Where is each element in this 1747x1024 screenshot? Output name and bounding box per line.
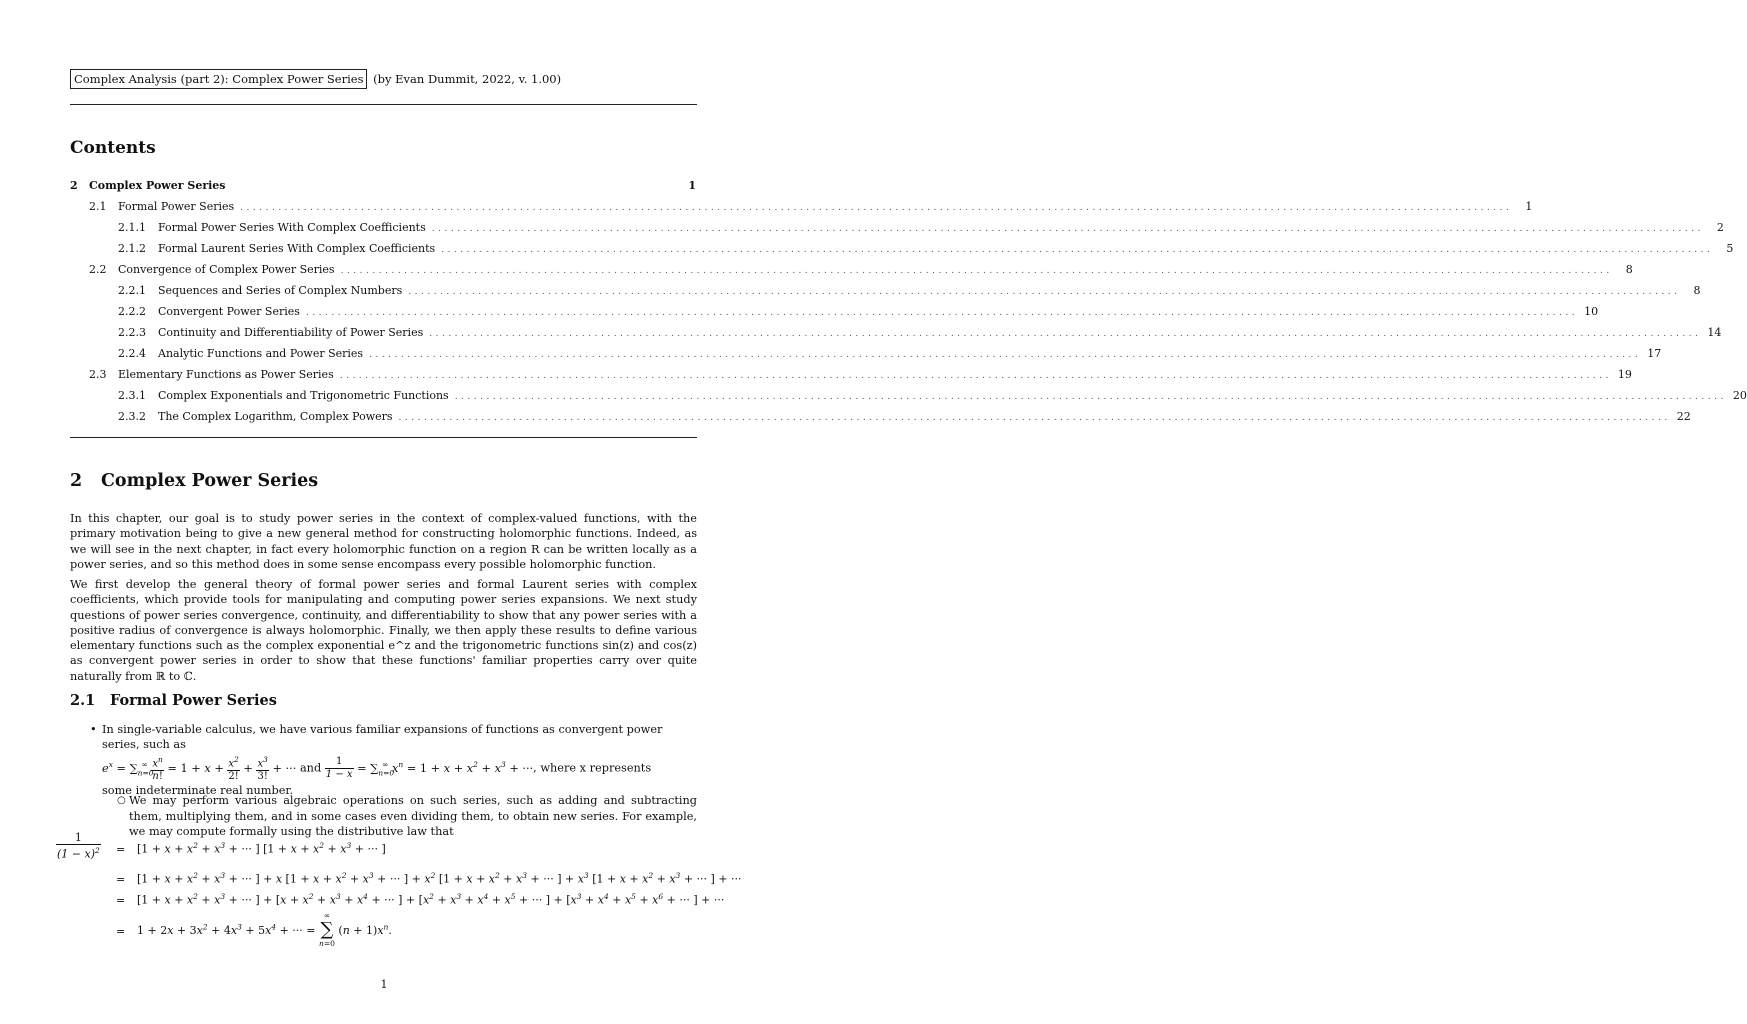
toc-section-entry[interactable] bbox=[89, 261, 1633, 279]
contents-rule bbox=[70, 437, 697, 438]
subsection-number: 2.1 bbox=[70, 692, 96, 709]
toc-entry-page: 5 bbox=[1726, 242, 1734, 255]
toc-entry-page: 10 bbox=[1584, 305, 1599, 318]
toc-leader-dots: ........................................................................................................................................................................................................ bbox=[408, 287, 1681, 297]
toc-leader-dots: ........................................................................................................................................................................................................ bbox=[305, 308, 1579, 318]
toc-entry-title: Complex Exponentials and Trigonometric Functions bbox=[158, 389, 449, 402]
subsection-title: Formal Power Series bbox=[110, 692, 277, 709]
section-number: 2 bbox=[70, 471, 83, 491]
toc-leader-dots: ........................................................................................................................................................................................................ bbox=[240, 203, 1513, 213]
toc-entry-title: Sequences and Series of Complex Numbers bbox=[158, 284, 403, 297]
toc-entry-page: 14 bbox=[1707, 326, 1722, 339]
equation-line-4: $1 + 2x + 3x^2 + 4x^3 + 5x^4$ + ··· = ∞ ∑ n=0 $(n + 1)x^n$. bbox=[137, 911, 392, 948]
toc-entry-title: The Complex Logarithm, Complex Powers bbox=[158, 410, 393, 423]
toc-entry-title: Convergence of Complex Power Series bbox=[118, 263, 335, 276]
toc-subsection-entry[interactable] bbox=[118, 240, 1734, 258]
toc-subsection-entry[interactable] bbox=[118, 219, 1724, 237]
document-header bbox=[70, 72, 561, 86]
toc-entry-number: 2.1 bbox=[89, 200, 107, 213]
toc-leader-dots: ........................................................................................................................................................................................................ bbox=[398, 413, 1671, 423]
equation-line-2: [$1 + x + x^2 + x^3$ + ··· ] + x [$1 + x + x^2 + x^3$ + ··· ] + $x^2$ [$1 + x + x^2 + x^3$ + ··· ] + $x^3$ [$1 + x + x^2 + x^3$ + ··· ] + ··· bbox=[137, 871, 742, 886]
toc-entry-number: 2.3.1 bbox=[118, 389, 146, 402]
toc-leader-dots: ........................................................................................................................................................................................................ bbox=[369, 350, 1642, 360]
toc-leader-dots: ........................................................................................................................................................................................................ bbox=[340, 266, 1613, 276]
toc-leader-dots: ........................................................................................................................................................................................................ bbox=[431, 224, 1704, 234]
section-title: Complex Power Series bbox=[101, 471, 319, 491]
intro-paragraph: In this chapter, our goal is to study power series in the context of complex-valued functions, with the primary motivation being to give a new general method for constructing holomorphic functions. Indeed, as we will see in the next chapter, in fact every holomorphic function on a region R can be written locally as a power series, and so this method does in some sense encompass every possible holomorphic function. bbox=[70, 512, 697, 571]
toc-entry-page: 2 bbox=[1716, 221, 1724, 234]
equation-lhs: $\frac{1}{(1 - x)^2}$ bbox=[57, 831, 100, 861]
toc-entry-number: 2.2.1 bbox=[118, 284, 146, 297]
sub-bullet-text: We may perform various algebraic operations on such series, such as adding and subtracting them, multiplying them, and in some cases even dividing them, to obtain new series. For example, we may compute formally using the distributive law that bbox=[129, 794, 697, 838]
toc-section-entry[interactable] bbox=[89, 366, 1632, 384]
equation-line-1: [$1 + x + x^2 + x^3$ + ··· ] [$1 + x + x^2 + x^3$ + ··· ] bbox=[137, 841, 386, 856]
toc-chapter-entry[interactable] bbox=[70, 177, 696, 195]
toc-entry-page: 19 bbox=[1617, 368, 1632, 381]
toc-leader-dots: ........................................................................................................................................................................................................ bbox=[429, 329, 1702, 339]
equals-sign: = bbox=[116, 843, 126, 856]
toc-entry-number: 2.3.2 bbox=[118, 410, 146, 423]
toc-entry-page: 17 bbox=[1647, 347, 1662, 360]
toc-entry-page: 1 bbox=[688, 179, 696, 192]
exp-series-formula: $e^x = \sum_{n=0}^\infty$ $\frac{x^n}{n!}$ = 1 + x + $\frac{x^2}{2!}$ + $\frac{x^3}{3!}$ + ··· bbox=[102, 755, 297, 783]
toc-subsection-entry[interactable] bbox=[118, 345, 1662, 363]
toc-entry-title: Convergent Power Series bbox=[158, 305, 300, 318]
sub-bullet-mark: ○ bbox=[117, 795, 126, 806]
equals-sign: = bbox=[116, 894, 126, 907]
bullet-end-text: some indeterminate real number. bbox=[102, 784, 294, 798]
toc-entry-number: 2.1.2 bbox=[118, 242, 146, 255]
series-examples bbox=[102, 754, 697, 783]
header-rule bbox=[70, 104, 697, 105]
toc-entry-page: 1 bbox=[1525, 200, 1533, 213]
toc-entry-title: Formal Power Series With Complex Coefficients bbox=[158, 221, 426, 234]
overview-paragraph: We first develop the general theory of formal power series and formal Laurent series with complex coefficients, which provide tools for manipulating and computing power series expansions. We next study questions of power series convergence, continuity, and differentiability to show that any power series with a positive radius of convergence is always holomorphic. Finally, we then apply these results to define various elementary functions such as the complex exponential e^z and the trigonometric functions sin(z) and cos(z) as convergent power series in order to show that these functions' familiar properties carry over quite naturally from ℝ to ℂ. bbox=[70, 578, 697, 683]
toc-entry-title: Elementary Functions as Power Series bbox=[118, 368, 334, 381]
toc-leader-dots: ........................................................................................................................................................................................................ bbox=[454, 392, 1727, 402]
geometric-series-formula: $\frac{1}{1 - x}$ = $\sum_{n=0}^\infty$ $x^n = 1 + x + x^2 + x^3$ + ··· bbox=[325, 756, 534, 781]
toc-entry-title: Formal Laurent Series With Complex Coefficients bbox=[158, 242, 436, 255]
toc-leader-dots: ........................................................................................................................................................................................................ bbox=[441, 245, 1714, 255]
document-title-box: Complex Analysis (part 2): Complex Power Series bbox=[70, 69, 367, 89]
toc-subsection-entry[interactable] bbox=[118, 324, 1722, 342]
section-heading bbox=[70, 471, 318, 491]
toc-entry-title: Continuity and Differentiability of Power Series bbox=[158, 326, 424, 339]
toc-subsection-entry[interactable] bbox=[118, 408, 1691, 426]
toc-leader-dots: ........................................................................................................................................................................................................ bbox=[339, 371, 1612, 381]
equals-sign: = bbox=[116, 873, 126, 886]
toc-entry-number: 2.3 bbox=[89, 368, 107, 381]
toc-entry-number: 2.2 bbox=[89, 263, 107, 276]
toc-entry-page: 8 bbox=[1625, 263, 1633, 276]
author-credit: (by Evan Dummit, 2022, v. 1.00) bbox=[373, 72, 562, 86]
toc-entry-page: 22 bbox=[1676, 410, 1691, 423]
contents-heading: Contents bbox=[70, 138, 156, 158]
toc-section-entry[interactable] bbox=[89, 198, 1533, 216]
toc-entry-title: Analytic Functions and Power Series bbox=[158, 347, 364, 360]
toc-entry-title: Formal Power Series bbox=[118, 200, 235, 213]
page-number: 1 bbox=[380, 978, 388, 991]
equals-sign: = bbox=[116, 925, 126, 938]
bullet-mark: • bbox=[90, 723, 97, 736]
toc-subsection-entry[interactable] bbox=[118, 282, 1701, 300]
equation-line-3: [$1 + x + x^2 + x^3$ + ··· ] + [$x + x^2 + x^3 + x^4$ + ··· ] + [$x^2 + x^3 + x^4 + x^5$ + ··· ] + [$x^3 + x^4 + x^5 + x^6$ + ··· ] + ··· bbox=[137, 892, 725, 907]
toc-subsection-entry[interactable] bbox=[118, 303, 1599, 321]
toc-entry-number: 2.2.3 bbox=[118, 326, 146, 339]
bullet-where-text: , where x represents bbox=[533, 761, 652, 775]
subsection-heading bbox=[70, 692, 277, 709]
toc-entry-number: 2 bbox=[70, 179, 78, 192]
toc-entry-number: 2.2.2 bbox=[118, 305, 146, 318]
toc-entry-page: 8 bbox=[1693, 284, 1701, 297]
toc-entry-number: 2.2.4 bbox=[118, 347, 146, 360]
bullet-and-text: and bbox=[299, 761, 322, 775]
toc-subsection-entry[interactable] bbox=[118, 387, 1747, 405]
toc-entry-number: 2.1.1 bbox=[118, 221, 146, 234]
toc-entry-title: Complex Power Series bbox=[89, 179, 226, 192]
bullet-intro-text: In single-variable calculus, we have various familiar expansions of functions as convergent power series, such as bbox=[102, 723, 663, 751]
toc-entry-page: 20 bbox=[1732, 389, 1747, 402]
